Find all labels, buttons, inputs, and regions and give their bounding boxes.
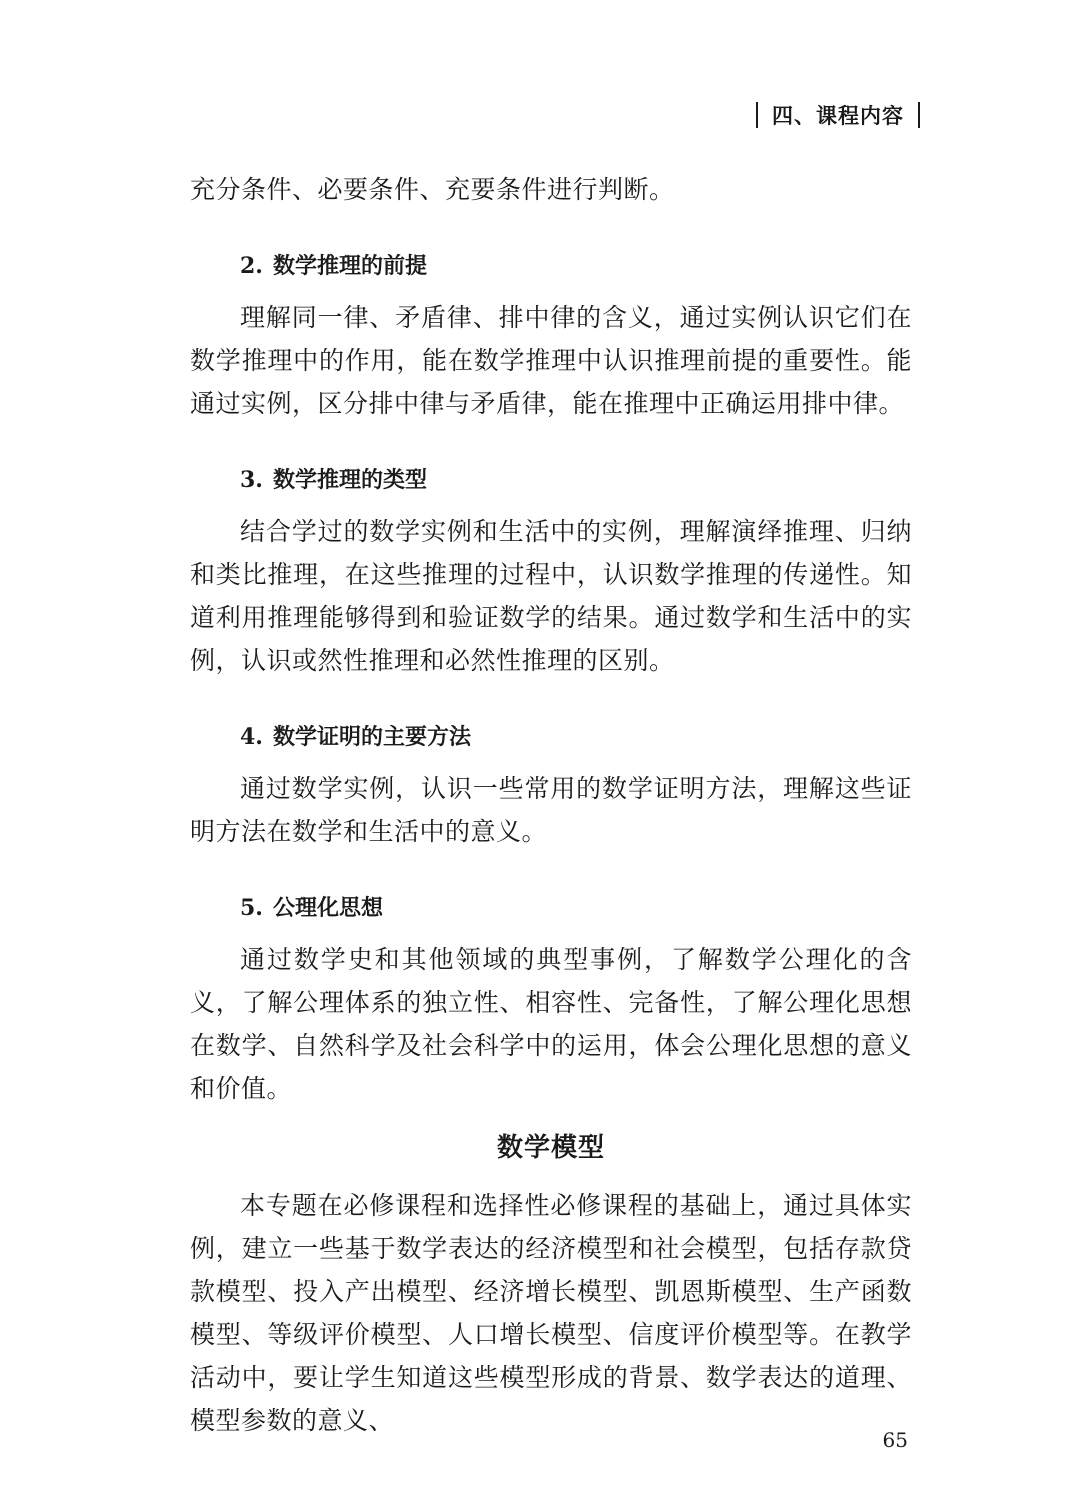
section-paragraph-4: 通过数学实例，认识一些常用的数学证明方法，理解这些证明方法在数学和生活中的意义。 [190,774,912,846]
model-paragraph: 本专题在必修课程和选择性必修课程的基础上，通过具体实例，建立一些基于数学表达的经济模型和社会模型，包括存款贷款模型、投入产出模型、经济增长模型、凯恩斯模型、生产函数模型、等级评价模型、人口增长模型、信度评价模型等。在教学活动中，要让学生知道这些模型形成的背景、数学表达的道理、模型参数的意义、 [190,1191,912,1435]
section-number-4: 4. [240,724,263,750]
section-title-3: 数学推理的类型 [272,468,427,493]
section-title-4: 数学证明的主要方法 [272,725,471,750]
running-header [756,100,920,130]
section-paragraph-3: 结合学过的数学实例和生活中的实例，理解演绎推理、归纳和类比推理，在这些推理的过程中，认识数学推理的传递性。知道利用推理能够得到和验证数学的结果。通过数学和生活中的实例，认识或然性推理和必然性推理的区别。 [190,517,912,675]
section-heading-4 [190,716,912,759]
section-number-5: 5. [240,895,263,921]
section-number-2: 2. [240,253,263,279]
header-divider-left [756,102,758,128]
intro-line: 充分条件、必要条件、充要条件进行判断。 [190,175,675,204]
running-header-title: 四、课程内容 [772,103,904,128]
section-heading-2 [190,245,912,288]
section-title-2: 数学推理的前提 [272,254,427,279]
page-body [190,168,912,1442]
section-title-5: 公理化思想 [272,896,383,921]
page-number: 65 [882,1428,908,1452]
section-paragraph-2: 理解同一律、矛盾律、排中律的含义，通过实例认识它们在数学推理中的作用，能在数学推理中认识推理前提的重要性。能通过实例，区分排中律与矛盾律，能在推理中正确运用排中律。 [190,303,912,418]
section-number-3: 3. [240,467,263,493]
section-heading-3 [190,459,912,502]
section-paragraph-5: 通过数学史和其他领域的典型事例，了解数学公理化的含义，了解公理体系的独立性、相容性、完备性，了解公理化思想在数学、自然科学及社会科学中的运用，体会公理化思想的意义和价值。 [190,945,912,1103]
chapter-section-title: 数学模型 [496,1133,605,1163]
section-heading-5 [190,887,912,930]
header-divider-right [918,102,920,128]
